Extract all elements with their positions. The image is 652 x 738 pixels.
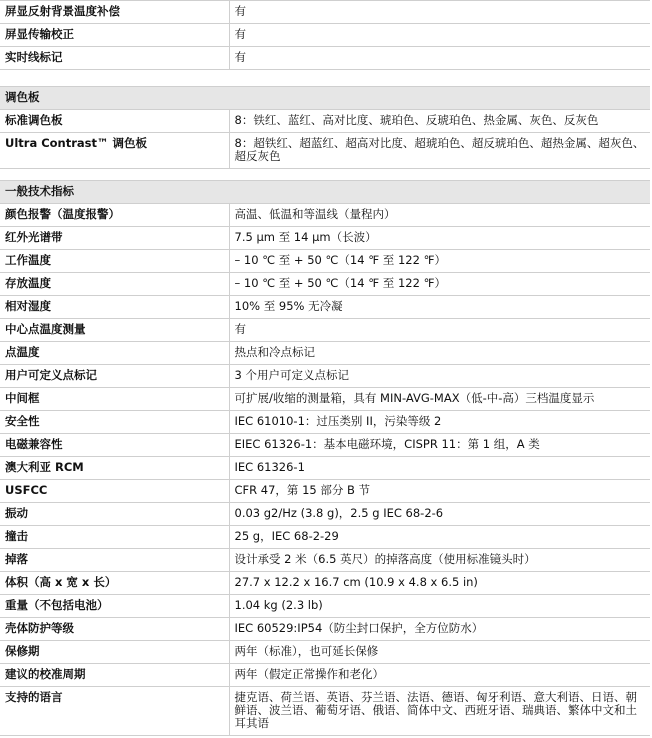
row-label: 壳体防护等级 bbox=[0, 618, 229, 641]
section-header-palette bbox=[0, 87, 650, 110]
spec-table-palette bbox=[0, 86, 650, 169]
row-label: 电磁兼容性 bbox=[0, 434, 229, 457]
row-label: 掉落 bbox=[0, 549, 229, 572]
row-value: IEC 61010-1：过压类别 II，污染等级 2 bbox=[229, 411, 650, 434]
row-value: 两年（标准），也可延长保修 bbox=[229, 641, 650, 664]
row-value: – 10 ℃ 至 + 50 ℃（14 ℉ 至 122 ℉） bbox=[229, 273, 650, 296]
row-label: 点温度 bbox=[0, 342, 229, 365]
row-label: 中间框 bbox=[0, 388, 229, 411]
table-row bbox=[0, 24, 650, 47]
row-value: – 10 ℃ 至 + 50 ℃（14 ℉ 至 122 ℉） bbox=[229, 250, 650, 273]
row-label: 中心点温度测量 bbox=[0, 319, 229, 342]
table-row bbox=[0, 388, 650, 411]
row-label: 实时线标记 bbox=[0, 47, 229, 70]
spec-table-general bbox=[0, 180, 650, 736]
table-row bbox=[0, 664, 650, 687]
row-value: 有 bbox=[229, 1, 650, 24]
row-label: 安全性 bbox=[0, 411, 229, 434]
row-value: 25 g，IEC 68-2-29 bbox=[229, 526, 650, 549]
table-row bbox=[0, 457, 650, 480]
section-title: 调色板 bbox=[0, 87, 229, 110]
row-label: 保修期 bbox=[0, 641, 229, 664]
table-row bbox=[0, 641, 650, 664]
row-label: 用户可定义点标记 bbox=[0, 365, 229, 388]
table-row bbox=[0, 110, 650, 133]
section-header-general bbox=[0, 181, 650, 204]
table-row bbox=[0, 365, 650, 388]
row-value: IEC 60529:IP54（防尘封口保护，全方位防水） bbox=[229, 618, 650, 641]
row-label: 工作温度 bbox=[0, 250, 229, 273]
row-value: 两年（假定正常操作和老化） bbox=[229, 664, 650, 687]
row-value: 8：超铁红、超蓝红、超高对比度、超琥珀色、超反琥珀色、超热金属、超灰色、超反灰色 bbox=[229, 133, 650, 169]
row-value: EIEC 61326-1：基本电磁环境，CISPR 11：第 1 组，A 类 bbox=[229, 434, 650, 457]
row-value: 设计承受 2 米（6.5 英尺）的掉落高度（使用标准镜头时） bbox=[229, 549, 650, 572]
table-row bbox=[0, 133, 650, 169]
section-title: 一般技术指标 bbox=[0, 181, 229, 204]
table-row bbox=[0, 595, 650, 618]
section-title-filler bbox=[229, 181, 650, 204]
top-rows bbox=[0, 1, 650, 70]
row-value: 可扩展/收缩的测量箱，具有 MIN-AVG-MAX（低-中-高）三档温度显示 bbox=[229, 388, 650, 411]
table-row bbox=[0, 503, 650, 526]
row-label: USFCC bbox=[0, 480, 229, 503]
row-value: 热点和冷点标记 bbox=[229, 342, 650, 365]
row-value: CFR 47，第 15 部分 B 节 bbox=[229, 480, 650, 503]
row-value: 0.03 g2/Hz (3.8 g)，2.5 g IEC 68-2-6 bbox=[229, 503, 650, 526]
row-label: 体积（高 x 宽 x 长） bbox=[0, 572, 229, 595]
row-label: 重量（不包括电池） bbox=[0, 595, 229, 618]
table-row bbox=[0, 618, 650, 641]
table-row bbox=[0, 296, 650, 319]
table-row bbox=[0, 227, 650, 250]
row-label: 屏显传输校正 bbox=[0, 24, 229, 47]
table-row bbox=[0, 480, 650, 503]
table-row bbox=[0, 434, 650, 457]
table-row bbox=[0, 273, 650, 296]
table-row bbox=[0, 572, 650, 595]
table-row bbox=[0, 204, 650, 227]
row-label: Ultra Contrast™ 调色板 bbox=[0, 133, 229, 169]
table-row bbox=[0, 1, 650, 24]
row-value: 高温、低温和等温线（量程内） bbox=[229, 204, 650, 227]
row-value: IEC 61326-1 bbox=[229, 457, 650, 480]
table-row bbox=[0, 411, 650, 434]
row-value: 1.04 kg (2.3 lb) bbox=[229, 595, 650, 618]
row-label: 屏显反射背景温度补偿 bbox=[0, 1, 229, 24]
table-row bbox=[0, 526, 650, 549]
table-row bbox=[0, 319, 650, 342]
table-row bbox=[0, 342, 650, 365]
row-label: 振动 bbox=[0, 503, 229, 526]
row-label: 撞击 bbox=[0, 526, 229, 549]
row-value: 捷克语、荷兰语、英语、芬兰语、法语、德语、匈牙利语、意大利语、日语、朝鲜语、波兰语、葡萄牙语、俄语、简体中文、西班牙语、瑞典语、繁体中文和土耳其语 bbox=[229, 687, 650, 736]
row-value: 8：铁红、蓝红、高对比度、琥珀色、反琥珀色、热金属、灰色、反灰色 bbox=[229, 110, 650, 133]
row-label: 红外光谱带 bbox=[0, 227, 229, 250]
row-value: 3 个用户可定义点标记 bbox=[229, 365, 650, 388]
row-label: 相对湿度 bbox=[0, 296, 229, 319]
row-value: 有 bbox=[229, 24, 650, 47]
spec-table-top bbox=[0, 0, 650, 70]
row-label: 颜色报警（温度报警） bbox=[0, 204, 229, 227]
row-value: 10% 至 95% 无冷凝 bbox=[229, 296, 650, 319]
row-label: 标准调色板 bbox=[0, 110, 229, 133]
row-value: 27.7 x 12.2 x 16.7 cm (10.9 x 4.8 x 6.5 in) bbox=[229, 572, 650, 595]
row-value: 有 bbox=[229, 47, 650, 70]
table-row bbox=[0, 549, 650, 572]
row-label: 建议的校准周期 bbox=[0, 664, 229, 687]
table-row bbox=[0, 687, 650, 736]
row-label: 支持的语言 bbox=[0, 687, 229, 736]
table-row bbox=[0, 47, 650, 70]
table-row bbox=[0, 250, 650, 273]
row-value: 有 bbox=[229, 319, 650, 342]
section-title-filler bbox=[229, 87, 650, 110]
row-label: 存放温度 bbox=[0, 273, 229, 296]
row-value: 7.5 μm 至 14 μm（长波） bbox=[229, 227, 650, 250]
row-label: 澳大利亚 RCM bbox=[0, 457, 229, 480]
